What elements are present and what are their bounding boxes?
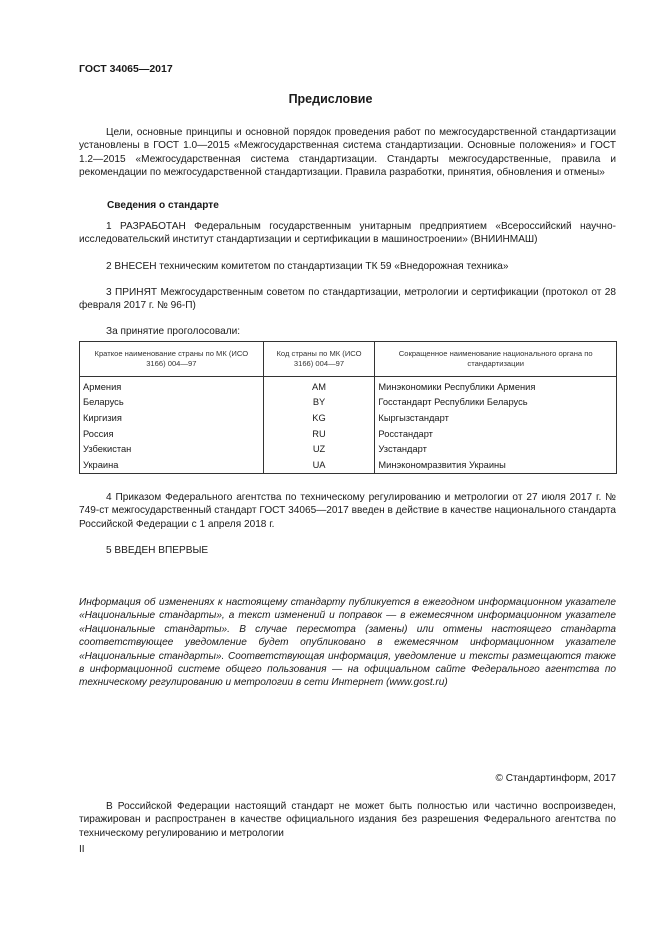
table-row bbox=[80, 441, 617, 457]
item-first-time bbox=[79, 544, 616, 557]
standards-body: Госстандарт Республики Беларусь bbox=[375, 395, 617, 411]
country-code: KG bbox=[263, 410, 375, 426]
table-row bbox=[80, 426, 617, 442]
country-code: AM bbox=[263, 377, 375, 395]
item-submitted bbox=[79, 260, 616, 273]
country-name: Россия bbox=[80, 426, 264, 442]
column-header-code: Код страны по МК (ИСО 3166) 004—97 bbox=[263, 342, 375, 377]
table-row bbox=[80, 377, 617, 395]
standards-body: Минэкономики Республики Армения bbox=[375, 377, 617, 395]
country-code: UA bbox=[263, 457, 375, 473]
country-name: Украина bbox=[80, 457, 264, 473]
item-submitted-text: 2 ВНЕСЕН техническим комитетом по стандартизации ТК 59 «Внедорожная техника» bbox=[106, 261, 509, 272]
item-developed-text: 1 РАЗРАБОТАН Федеральным государственным унитарным предприятием «Всероссийский научно-исследовательский институт стандартизации и сертификации в машиностроении» (ВНИИНМАШ) bbox=[79, 221, 616, 246]
table-row bbox=[80, 410, 617, 426]
item-adopted-text: 3 ПРИНЯТ Межгосударственным советом по стандартизации, метрологии и сертификации (протокол от 28 февраля 2017 г. № 96-П) bbox=[79, 287, 616, 312]
country-name: Киргизия bbox=[80, 410, 264, 426]
table-header-row bbox=[80, 342, 617, 377]
standards-body: Минэкономразвития Украины bbox=[375, 457, 617, 473]
country-name: Армения bbox=[80, 377, 264, 395]
country-name: Беларусь bbox=[80, 395, 264, 411]
standards-body: Росстандарт bbox=[375, 426, 617, 442]
info-notice bbox=[79, 596, 616, 690]
item-enacted bbox=[79, 491, 616, 531]
table-row bbox=[80, 457, 617, 473]
country-code: BY bbox=[263, 395, 375, 411]
country-code: RU bbox=[263, 426, 375, 442]
item-first-time-text: 5 ВВЕДЕН ВПЕРВЫЕ bbox=[106, 545, 209, 556]
item-adopted bbox=[79, 286, 616, 313]
page-title: Предисловие bbox=[288, 92, 373, 106]
voted-label bbox=[79, 325, 616, 338]
page-number: II bbox=[79, 844, 85, 855]
country-name: Узбекистан bbox=[80, 441, 264, 457]
reproduction-notice bbox=[79, 800, 616, 840]
standards-body: Кыргызстандарт bbox=[375, 410, 617, 426]
standards-body: Узстандарт bbox=[375, 441, 617, 457]
country-code: UZ bbox=[263, 441, 375, 457]
reproduction-notice-text: В Российской Федерации настоящий стандарт не может быть полностью или частично воспроизведен, тиражирован и распространен в качестве официального издания без разрешения Федерального агентства по техническому регулированию и метрологии bbox=[79, 801, 616, 839]
voting-table bbox=[79, 341, 617, 474]
column-header-country: Краткое наименование страны по МК (ИСО 3166) 004—97 bbox=[80, 342, 264, 377]
intro-text: Цели, основные принципы и основной порядок проведения работ по межгосударственной стандартизации установлены в ГОСТ 1.0—2015 «Межгосударственная система стандартизации. Основные положения» и ГОСТ 1.2—2015 «Межгосударственная система стандартизации. Стандарты межгосударственные, правила и рекомендации по межгосударственной стандартизации. Правила разработки, принятия, обновления и отмены» bbox=[79, 127, 616, 179]
column-header-body: Сокращенное наименование национального органа по стандартизации bbox=[375, 342, 617, 377]
item-enacted-text: 4 Приказом Федерального агентства по техническому регулированию и метрологии от 27 июля 2017 г. № 749-ст межгосударственный стандарт ГОСТ 34065—2017 введен в действие в качестве национального стандарта Российской Федерации с 1 апреля 2018 г. bbox=[79, 492, 616, 530]
voted-label-text: За принятие проголосовали: bbox=[106, 326, 241, 337]
table-row bbox=[80, 395, 617, 411]
item-developed bbox=[79, 220, 616, 247]
document-code: ГОСТ 34065—2017 bbox=[79, 63, 173, 75]
intro-paragraph bbox=[79, 126, 616, 180]
info-notice-text: Информация об изменениях к настоящему стандарту публикуется в ежегодном информационном указателе «Национальные стандарты», а текст изменений и поправок — в ежемесячном информационном указателе «Национальные стандарты». В случае пересмотра (замены) или отмены настоящего стандарта соответствующее уведомление будет опубликовано в ежемесячном информационном указателе «Национальные стандарты». Соответствующая информация, уведомление и тексты размещаются также в информационной системе общего пользования — на официальном сайте Федерального агентства по техническому регулированию и метрологии в сети Интернет (www.gost.ru) bbox=[79, 597, 616, 689]
section-heading: Сведения о стандарте bbox=[107, 200, 219, 211]
copyright: © Стандартинформ, 2017 bbox=[495, 773, 616, 784]
